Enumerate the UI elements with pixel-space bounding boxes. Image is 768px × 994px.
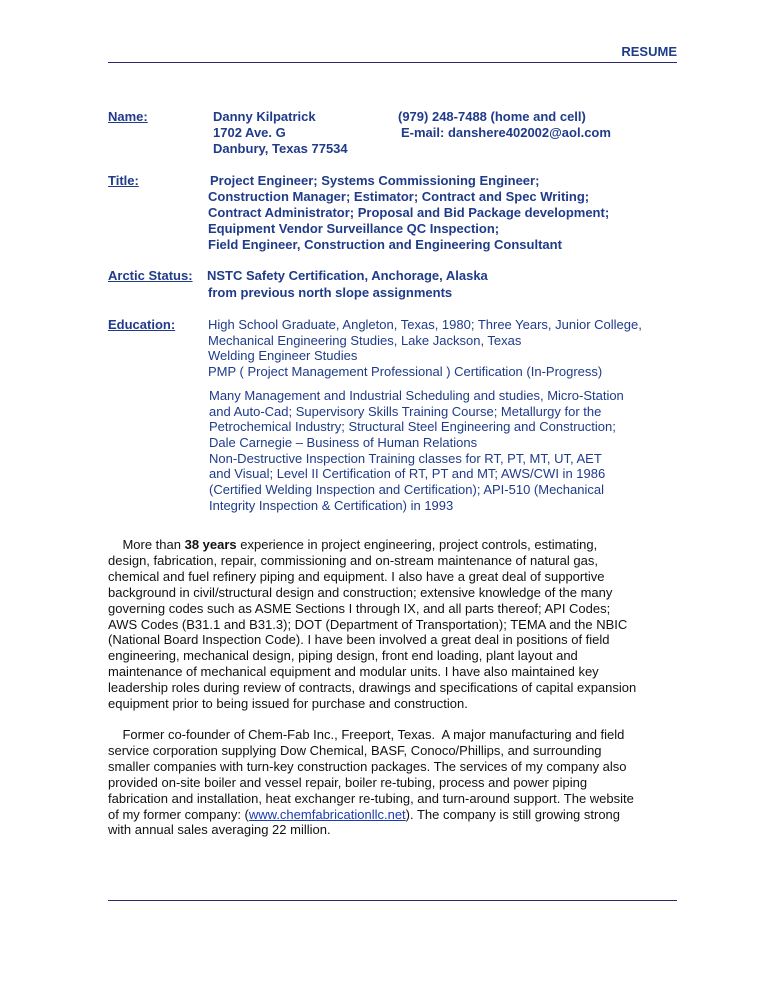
address-line-1: 1702 Ave. G [213,125,286,140]
paragraph-line: provided on-site boiler and vessel repair, boiler re-tubing, process and power piping [108,774,588,790]
title-line: Equipment Vendor Surveillance QC Inspection; [208,221,500,236]
paragraph-line: chemical and fuel refinery piping and equipment. I also have a great deal of supportive [108,568,605,584]
title-line: Contract Administrator; Proposal and Bid Package development; [208,205,610,220]
paragraph-line: (National Board Inspection Code). I have been involved a great deal in positions of field [108,632,610,648]
education-line: Mechanical Engineering Studies, Lake Jackson, Texas [208,333,522,348]
person-name: Danny Kilpatrick [213,109,316,124]
paragraph-line: design, fabrication, repair, commissioning and on-stream maintenance of natural gas, [108,552,598,568]
p1-prefix: More than [108,537,185,552]
paragraph-line: Former co-founder of Chem-Fab Inc., Freeport, Texas. A major manufacturing and field [108,727,625,742]
education-line: and Auto-Cad; Supervisory Skills Training Course; Metallurgy for the [209,404,602,419]
title-line: Construction Manager; Estimator; Contract and Spec Writing; [208,189,590,204]
paragraph-line: leadership roles during review of contracts, drawings and specifications of capital expansion [108,680,637,696]
years-highlight: 38 years [184,537,237,552]
email: E-mail: danshere402002@aol.com [401,125,611,140]
education-line: High School Graduate, Angleton, Texas, 1980; Three Years, Junior College, [208,317,642,332]
paragraph-line: fabrication and installation, heat exchanger re-tubing, and turn-around support. The website [108,790,634,806]
paragraph-line [108,537,683,553]
paragraph-line: service corporation supplying Dow Chemical, BASF, Conoco/Phillips, and surrounding [108,742,602,758]
title-line: Project Engineer; Systems Commissioning Engineer; [210,173,540,188]
phone: (979) 248-7488 (home and cell) [398,109,586,124]
education-line: Petrochemical Industry; Structural Steel Engineering and Construction; [209,419,616,434]
document-title: RESUME [621,44,677,59]
education-line: (Certified Welding Inspection and Certification); API-510 (Mechanical [209,482,605,497]
education-line: Non-Destructive Inspection Training classes for RT, PT, MT, UT, AET [209,451,602,466]
education-line: PMP ( Project Management Professional ) Certification (In-Progress) [208,364,603,379]
p1-rest: experience in project engineering, project controls, estimating, [236,537,598,552]
arctic-line: from previous north slope assignments [208,285,453,300]
education-line: and Visual; Level II Certification of RT, PT and MT; AWS/CWI in 1986 [209,466,606,481]
paragraph-line: governing codes such as ASME Sections I through IX, and all parts thereof; API Codes; [108,600,611,616]
header-rule [108,62,677,63]
company-website-link[interactable]: www.chemfabricationllc.net [248,806,406,822]
paragraph-line: AWS Codes (B31.1 and B31.3); DOT (Department of Transportation); TEMA and the NBIC [108,616,628,632]
education-line: Many Management and Industrial Scheduling and studies, Micro-Station [209,388,624,403]
footer-rule [108,900,677,901]
paragraph-line: background in civil/structural design and construction; extensive knowledge of the many [108,584,613,600]
education-label: Education: [108,317,176,332]
education-line: Welding Engineer Studies [208,348,358,363]
link-suffix: ). The company is still growing strong [405,806,621,822]
link-prefix: of my former company: ( [108,806,249,822]
name-label: Name: [108,109,148,124]
paragraph-line: with annual sales averaging 22 million. [108,822,331,838]
title-label: Title: [108,173,139,188]
arctic-line: NSTC Safety Certification, Anchorage, Alaska [207,268,488,283]
paragraph-line: engineering, mechanical design, piping design, front end loading, plant layout and [108,648,578,664]
summary-paragraph-1 [108,537,683,712]
education-line: Dale Carnegie – Business of Human Relations [209,435,478,450]
paragraph-line: smaller companies with turn-key construction packages. The services of my company also [108,758,627,774]
paragraph-line [108,807,683,823]
education-line: Integrity Inspection & Certification) in 1993 [209,498,454,513]
arctic-status-label: Arctic Status: [108,268,193,283]
paragraph-line: maintenance of mechanical equipment and modular units. I have also maintained key [108,664,599,680]
summary-paragraph-2 [108,727,683,838]
title-line: Field Engineer, Construction and Engineering Consultant [208,237,562,252]
paragraph-line: equipment prior to being issued for purchase and construction. [108,696,468,712]
address-line-2: Danbury, Texas 77534 [213,141,348,156]
